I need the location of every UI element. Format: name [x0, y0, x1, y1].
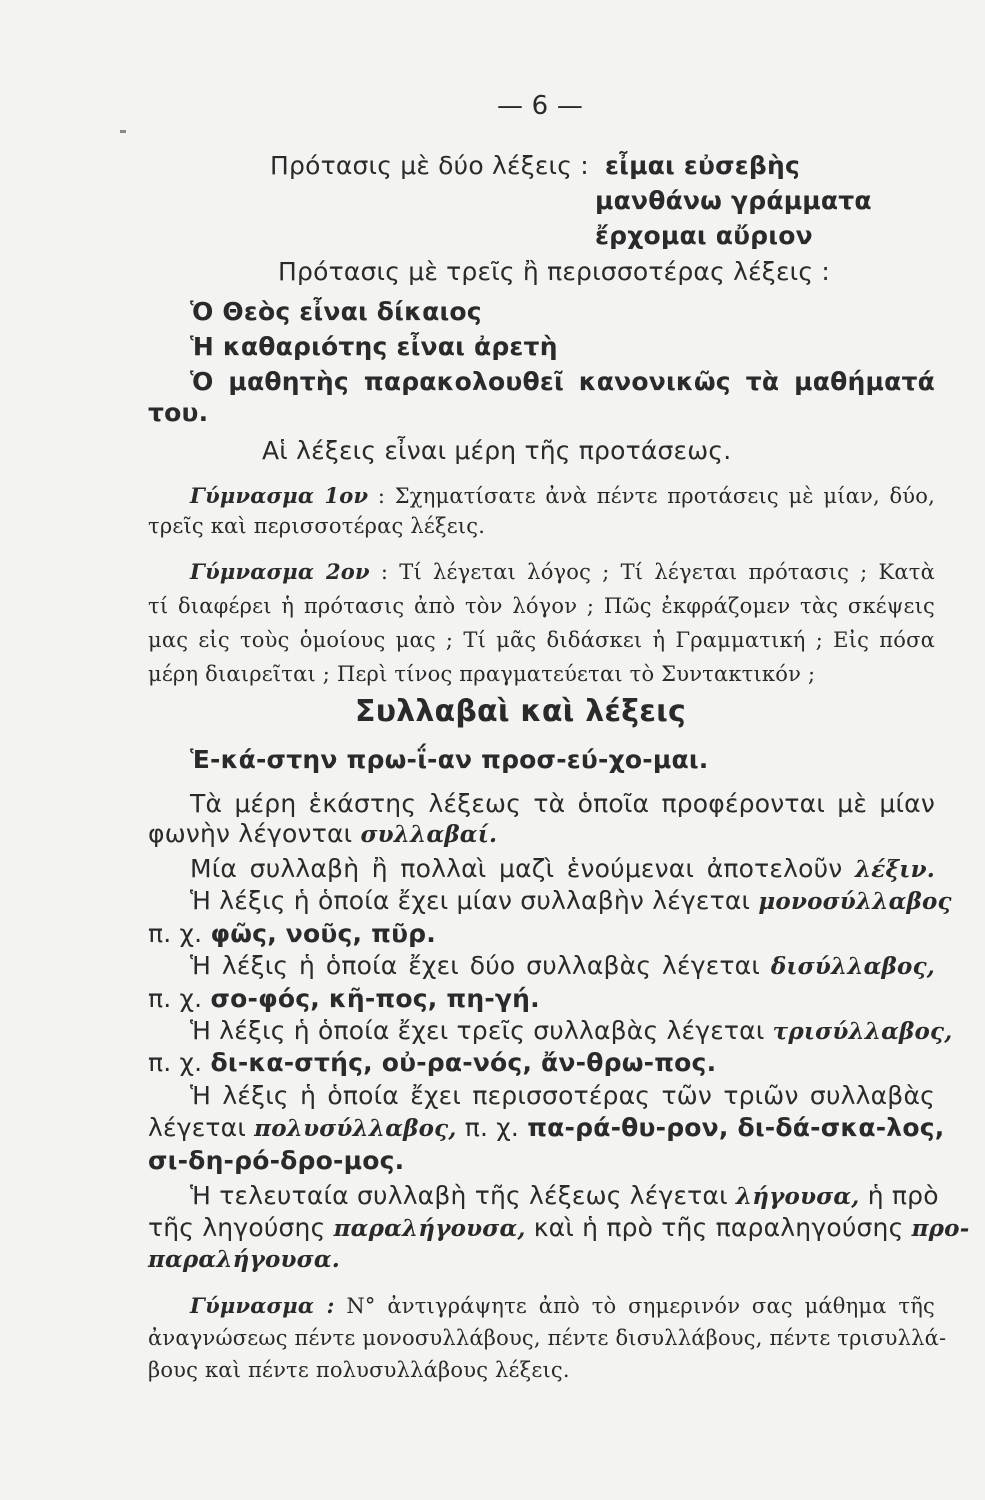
exercise-3-line-1: Γύμνασμα : Ν° ἀντιγράψητε ἀπὸ τὸ σημερινόν σας μάθημα τῆς	[190, 1293, 935, 1318]
exercise-2-line-4: μέρη διαιρεῖται ; Περὶ τίνος πραγματεύεται τὸ Συντακτικόν ;	[148, 662, 816, 686]
exercise-1-line-2: τρεῖς καὶ περισσοτέρας λέξεις.	[148, 514, 486, 538]
exercise-3-label: Γύμνασμα :	[190, 1293, 335, 1318]
exercise-2-line-3: μας εἰς τοὺς ὁμοίους μας ; Τί μᾶς διδάσκει ἡ Γραμματική ; Εἰς πόσα	[148, 628, 935, 652]
term-trisyllable: τρισύλλαβος,	[772, 1018, 953, 1045]
word-definition: Μία συλλαβὴ ἢ πολλαὶ μαζὶ ἑνούμεναι ἀποτελοῦν λέξιν.	[190, 854, 935, 883]
syllable-example: Ἑ-κά-στην πρω-ΐ-αν προσ-εύ-χο-μαι.	[190, 745, 709, 774]
term-disyllable: δισύλλαβος,	[770, 953, 935, 980]
monosyllable-examples: π. χ. φῶς, νοῦς, πῦρ.	[148, 919, 436, 948]
trisyllable-examples: π. χ. δι-κα-στής, οὐ-ρα-νός, ἄν-θρω-πος.	[148, 1048, 717, 1077]
term-monosyllable: μονοσύλλαβος	[758, 888, 952, 915]
term-antepenult-start: προ-	[911, 1215, 970, 1242]
sentence-two-words-label: Πρότασις μὲ δύο λέξεις : εἶμαι εὐσεβὴς	[270, 151, 800, 180]
term-ultima: λήγουσα,	[735, 1183, 860, 1210]
exercise-1-label: Γύμνασμα 1ον	[190, 483, 369, 508]
trisyllable-definition: Ἡ λέξις ἡ ὁποία ἔχει τρεῖς συλλαβὰς λέγεται τρισύλλαβος,	[190, 1016, 953, 1045]
polysyllable-examples-end: σι-δη-ρό-δρο-μος.	[148, 1146, 405, 1175]
term-syllables: συλλαβαί.	[360, 821, 498, 848]
exercise-2-label: Γύμνασμα 2ον	[190, 559, 370, 584]
example-sentence-1: Ὁ Θεὸς εἶναι δίκαιος	[190, 297, 482, 326]
polysyllable-definition-line-2: λέγεται πολυσύλλαβος, π. χ. πα-ρά-θυ-ρον, δι-δά-σκα-λος,	[148, 1113, 945, 1142]
example-line-2: μανθάνω γράμματα	[595, 186, 872, 215]
example-sentence-2: Ἡ καθαριότης εἶναι ἀρετὴ	[190, 332, 558, 361]
example-sentence-3: Ὁ μαθητὴς παρακολουθεῖ κανονικῶς τὰ μαθήματά	[190, 367, 935, 396]
disyllable-examples: π. χ. σο-φός, κῆ-πος, πη-γή.	[148, 984, 540, 1013]
example-line-3: ἔρχομαι αὔριον	[595, 221, 813, 250]
exercise-3-line-2: ἀναγνώσεως πέντε μονοσυλλάβους, πέντε δισυλλάβους, πέντε τρισυλλά-	[148, 1326, 947, 1350]
sentence-three-words-label: Πρότασις μὲ τρεῖς ἢ περισσοτέρας λέξεις :	[278, 257, 830, 286]
exercise-1-line-1: Γύμνασμα 1ον : Σχηματίσατε ἀνὰ πέντε προτάσεις μὲ μίαν, δύο,	[190, 483, 935, 508]
term-penult: παραλήγουσα,	[333, 1215, 526, 1242]
term-word: λέξιν.	[854, 856, 935, 883]
exercise-3-line-3: βους καὶ πέντε πολυσυλλάβους λέξεις.	[148, 1358, 570, 1382]
term-antepenult-end: παραλήγουσα.	[148, 1246, 340, 1273]
exercise-2-line-2: τί διαφέρει ἡ πρότασις ἀπὸ τὸν λόγον ; Πῶς ἐκφράζομεν τὰς σκέψεις	[148, 594, 935, 618]
ultima-definition-line-1: Ἡ τελευταία συλλαβὴ τῆς λέξεως λέγεται λήγουσα, ἡ πρὸ	[190, 1181, 939, 1210]
syllable-definition-line-1: Τὰ μέρη ἑκάστης λέξεως τὰ ὁποῖα προφέρονται μὲ μίαν	[190, 789, 935, 818]
exercise-2-line-1: Γύμνασμα 2ον : Τί λέγεται λόγος ; Τί λέγεται πρότασις ; Κατὰ	[190, 559, 936, 584]
example-sentence-3-end: του.	[148, 398, 209, 427]
term-polysyllable: πολυσύλλαβος,	[254, 1115, 457, 1142]
section-heading: Συλλαβαὶ καὶ λέξεις	[355, 694, 686, 729]
words-are-parts-text: Αἱ λέξεις εἶναι μέρη τῆς προτάσεως.	[262, 436, 732, 465]
page-number: — 6 —	[497, 91, 584, 121]
polysyllable-definition-line-1: Ἡ λέξις ἡ ὁποία ἔχει περισσοτέρας τῶν τριῶν συλλαβὰς	[190, 1081, 935, 1110]
disyllable-definition: Ἡ λέξις ἡ ὁποία ἔχει δύο συλλαβὰς λέγεται δισύλλαβος,	[190, 951, 935, 980]
ultima-definition-line-2: τῆς ληγούσης παραλήγουσα, καὶ ἡ πρὸ τῆς παραληγούσης προ-	[148, 1213, 970, 1242]
syllable-definition-line-2: φωνὴν λέγονται συλλαβαί.	[148, 819, 498, 848]
margin-mark	[120, 130, 126, 133]
monosyllable-definition: Ἡ λέξις ἡ ὁποία ἔχει μίαν συλλαβὴν λέγεται μονοσύλλαβος	[190, 886, 952, 915]
